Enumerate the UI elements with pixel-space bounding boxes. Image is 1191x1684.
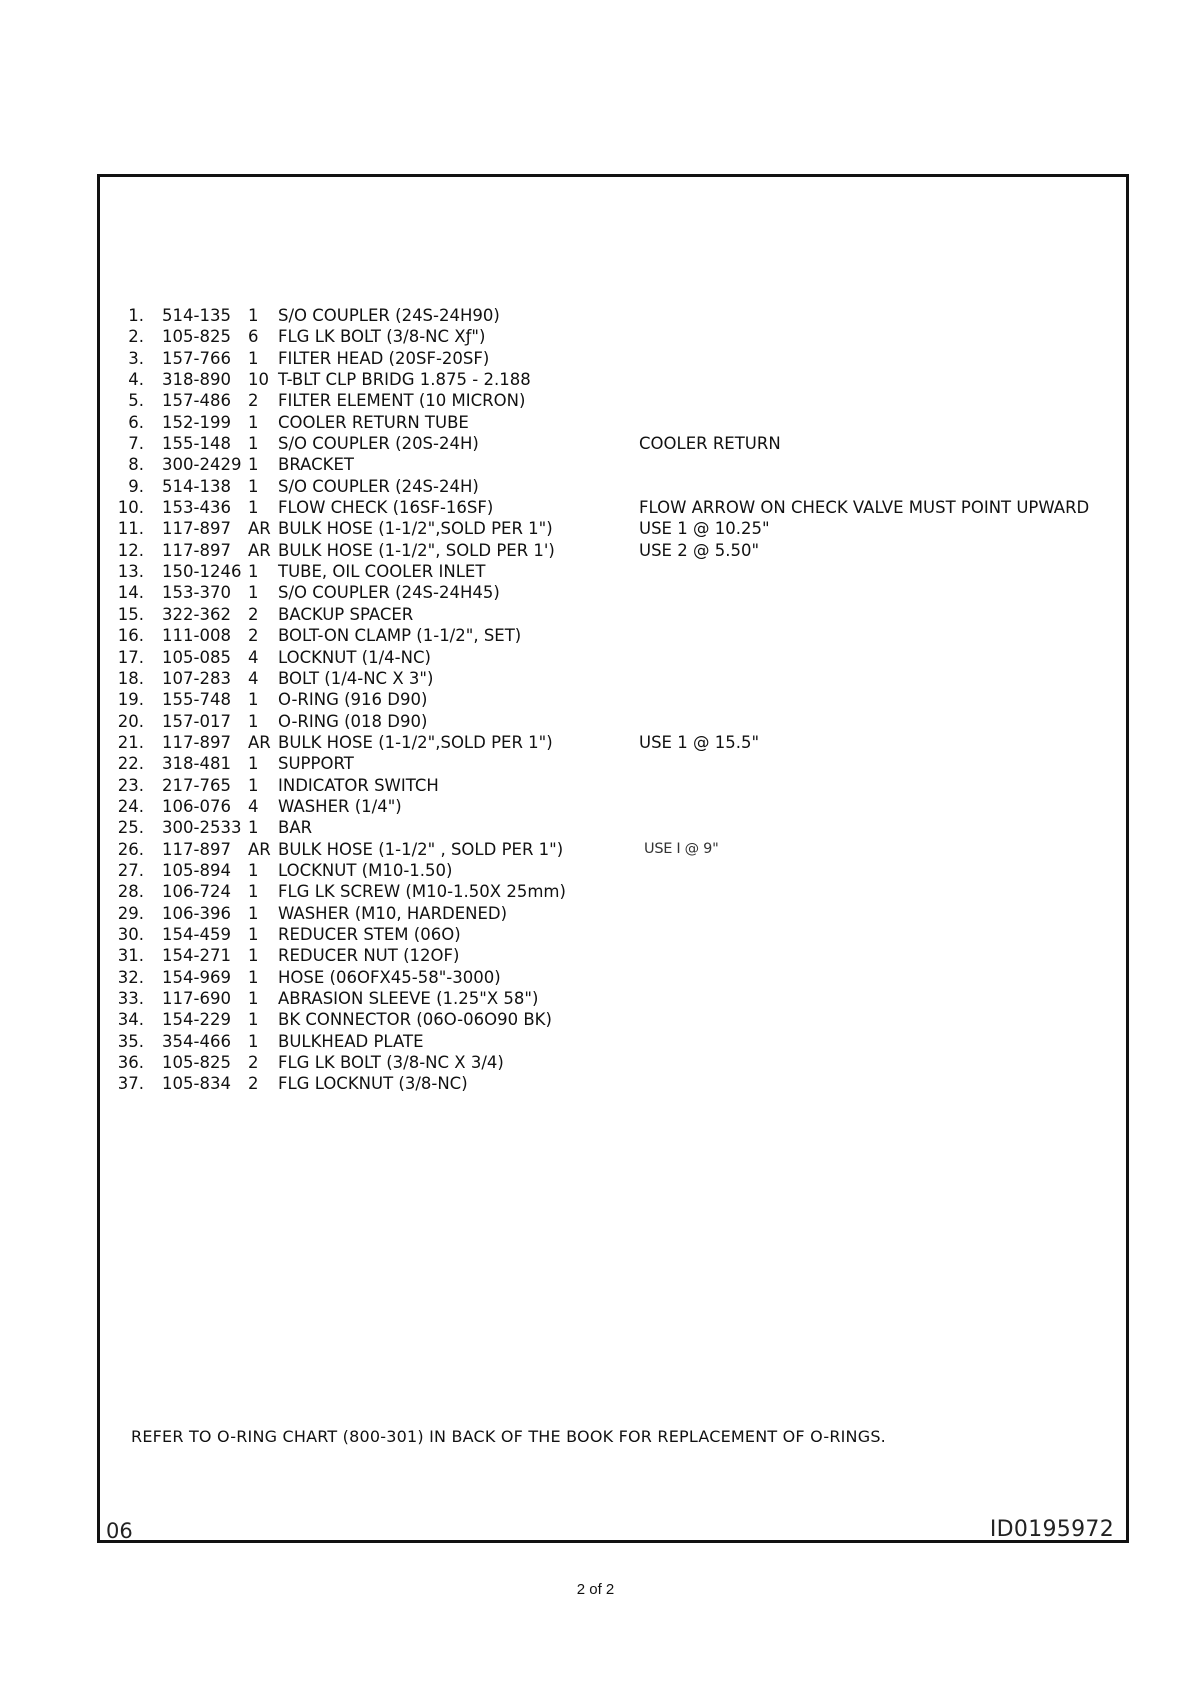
description: T-BLT CLP BRIDG 1.875 - 2.188	[278, 370, 531, 390]
item-number: 28.	[117, 882, 144, 902]
part-number: 117-690	[162, 989, 231, 1008]
item-number: 27.	[117, 860, 144, 880]
quantity: 4	[248, 668, 259, 688]
note: USE 1 @ 15.5"	[639, 732, 760, 752]
page-number: 2 of 2	[576, 1581, 615, 1598]
quantity: 2	[248, 604, 259, 624]
part-number: 117-897	[162, 519, 231, 539]
quantity: 1	[248, 967, 259, 987]
item-number: 18.	[117, 668, 144, 688]
item-number: 12.	[117, 540, 144, 560]
quantity: 4	[248, 647, 259, 667]
description: WASHER (1/4")	[278, 796, 402, 816]
part-number: 153-370	[162, 583, 231, 603]
description: O-RING (916 D90)	[278, 690, 428, 710]
part-number: 318-481	[162, 754, 231, 774]
item-number: 37.	[117, 1074, 144, 1094]
description: BK CONNECTOR (06O-06O90 BK)	[278, 1010, 552, 1030]
description: BULK HOSE (1-1/2" , SOLD PER 1")	[278, 839, 564, 859]
part-number: 106-724	[162, 882, 231, 902]
footnote: REFER TO O-RING CHART (800-301) IN BACK OF THE BOOK FOR REPLACEMENT OF O-RINGS.	[131, 1427, 886, 1446]
description: BACKUP SPACER	[278, 604, 414, 624]
description: BOLT (1/4-NC X 3")	[278, 668, 434, 688]
part-number: 105-825	[162, 327, 231, 347]
item-number: 20.	[117, 711, 144, 731]
quantity: 1	[248, 989, 259, 1008]
description: BOLT-ON CLAMP (1-1/2", SET)	[278, 626, 522, 646]
description: FLG LK BOLT (3/8-NC X 3/4)	[278, 1053, 504, 1073]
description: FLG LK SCREW (M10-1.50X 25mm)	[278, 882, 566, 902]
quantity: AR	[248, 519, 271, 539]
item-number: 35.	[117, 1031, 144, 1051]
part-number: 106-396	[162, 903, 231, 923]
item-number: 30.	[117, 924, 144, 944]
description: LOCKNUT (1/4-NC)	[278, 647, 431, 667]
item-number: 22.	[117, 754, 144, 774]
part-number: 514-138	[162, 476, 231, 496]
description: S/O COUPLER (24S-24H45)	[278, 583, 500, 603]
description: BULK HOSE (1-1/2",SOLD PER 1")	[278, 732, 553, 752]
part-number: 300-2429	[162, 455, 242, 475]
part-number: 300-2533	[162, 818, 242, 838]
quantity: 1	[248, 946, 259, 966]
quantity: 2	[248, 626, 259, 646]
part-number: 155-748	[162, 690, 231, 710]
description: O-RING (018 D90)	[278, 711, 428, 731]
quantity: 1	[248, 562, 259, 582]
quantity: AR	[248, 732, 271, 752]
quantity: 1	[248, 818, 259, 838]
item-number: 25.	[117, 818, 144, 838]
quantity: 1	[248, 924, 259, 944]
description: INDICATOR SWITCH	[278, 775, 439, 795]
quantity: AR	[248, 839, 271, 859]
item-number: 10.	[117, 498, 144, 518]
description: COOLER RETURN TUBE	[278, 412, 469, 432]
item-number: 5.	[128, 391, 144, 411]
note: COOLER RETURN	[639, 434, 781, 454]
part-number: 105-834	[162, 1074, 231, 1094]
part-number: 117-897	[162, 839, 231, 859]
description: BAR	[278, 818, 313, 838]
part-number: 154-229	[162, 1010, 231, 1030]
quantity: 2	[248, 1074, 259, 1094]
description: SUPPORT	[278, 754, 354, 774]
part-number: 105-085	[162, 647, 231, 667]
item-number: 6.	[128, 412, 144, 432]
quantity: 1	[248, 583, 259, 603]
note: USE 2 @ 5.50"	[639, 540, 760, 560]
part-number: 217-765	[162, 775, 231, 795]
quantity: 1	[248, 306, 259, 325]
part-number: 318-890	[162, 370, 231, 390]
description: LOCKNUT (M10-1.50)	[278, 860, 453, 880]
quantity: 1	[248, 754, 259, 774]
part-number: 153-436	[162, 498, 231, 518]
page-code: 06	[106, 1519, 133, 1543]
description: FLG LOCKNUT (3/8-NC)	[278, 1074, 468, 1094]
quantity: 1	[248, 882, 259, 902]
item-number: 4.	[128, 370, 144, 390]
description: REDUCER STEM (06O)	[278, 924, 461, 944]
quantity: 1	[248, 903, 259, 923]
part-number: 106-076	[162, 796, 231, 816]
item-number: 34.	[117, 1010, 144, 1030]
item-number: 17.	[117, 647, 144, 667]
item-number: 2.	[128, 327, 144, 347]
item-number: 3.	[128, 348, 144, 368]
quantity: AR	[248, 540, 271, 560]
description: FLOW CHECK (16SF-16SF)	[278, 498, 494, 518]
part-number: 117-897	[162, 732, 231, 752]
note: USE 1 @ 10.25"	[639, 519, 770, 539]
note: USE I @ 9"	[644, 840, 719, 857]
item-number: 8.	[128, 455, 144, 475]
part-number: 117-897	[162, 540, 231, 560]
item-number: 7.	[128, 434, 144, 454]
item-number: 14.	[117, 583, 144, 603]
description: BULK HOSE (1-1/2",SOLD PER 1")	[278, 519, 553, 539]
item-number: 1.	[128, 306, 144, 325]
quantity: 1	[248, 1010, 259, 1030]
quantity: 1	[248, 690, 259, 710]
part-number: 107-283	[162, 668, 231, 688]
description: HOSE (06OFX45-58"-3000)	[278, 967, 501, 987]
part-number: 157-017	[162, 711, 231, 731]
part-number: 322-362	[162, 604, 231, 624]
part-number: 154-459	[162, 924, 231, 944]
part-number: 105-894	[162, 860, 231, 880]
description: TUBE, OIL COOLER INLET	[278, 562, 486, 582]
item-number: 11.	[117, 519, 144, 539]
part-number: 154-271	[162, 946, 231, 966]
description: S/O COUPLER (20S-24H)	[278, 434, 479, 454]
item-number: 19.	[117, 690, 144, 710]
quantity: 1	[248, 711, 259, 731]
quantity: 6	[248, 327, 259, 347]
quantity: 1	[248, 775, 259, 795]
description: S/O COUPLER (24S-24H)	[278, 476, 479, 496]
item-number: 33.	[117, 989, 144, 1008]
item-number: 32.	[117, 967, 144, 987]
part-number: 150-1246	[162, 562, 242, 582]
part-number: 157-486	[162, 391, 231, 411]
quantity: 1	[248, 498, 259, 518]
part-number: 514-135	[162, 306, 231, 325]
item-number: 31.	[117, 946, 144, 966]
item-number: 29.	[117, 903, 144, 923]
item-number: 26.	[117, 839, 144, 859]
item-number: 16.	[117, 626, 144, 646]
part-number: 154-969	[162, 967, 231, 987]
description: REDUCER NUT (12OF)	[278, 946, 460, 966]
quantity: 1	[248, 860, 259, 880]
item-number: 36.	[117, 1053, 144, 1073]
description: FLG LK BOLT (3/8-NC Xƒ")	[278, 327, 486, 347]
quantity: 1	[248, 476, 259, 496]
description: WASHER (M10, HARDENED)	[278, 903, 508, 923]
part-number: 157-766	[162, 348, 231, 368]
quantity: 1	[248, 412, 259, 432]
item-number: 13.	[117, 562, 144, 582]
part-number: 152-199	[162, 412, 231, 432]
part-number: 155-148	[162, 434, 231, 454]
description: BULK HOSE (1-1/2", SOLD PER 1')	[278, 540, 555, 560]
description: BULKHEAD PLATE	[278, 1031, 424, 1051]
description: S/O COUPLER (24S-24H90)	[278, 306, 500, 325]
quantity: 1	[248, 434, 259, 454]
quantity: 4	[248, 796, 259, 816]
description: BRACKET	[278, 455, 354, 475]
quantity: 2	[248, 391, 259, 411]
part-number: 105-825	[162, 1053, 231, 1073]
part-number: 111-008	[162, 626, 231, 646]
description: FILTER HEAD (20SF-20SF)	[278, 348, 490, 368]
item-number: 23.	[117, 775, 144, 795]
item-number: 15.	[117, 604, 144, 624]
quantity: 1	[248, 348, 259, 368]
document-id: ID0195972	[989, 1517, 1114, 1542]
quantity: 2	[248, 1053, 259, 1073]
quantity: 1	[248, 455, 259, 475]
part-number: 354-466	[162, 1031, 231, 1051]
quantity: 10	[248, 370, 269, 390]
description: ABRASION SLEEVE (1.25"X 58")	[278, 989, 539, 1008]
item-number: 24.	[117, 796, 144, 816]
item-number: 21.	[117, 732, 144, 752]
quantity: 1	[248, 1031, 259, 1051]
description: FILTER ELEMENT (10 MICRON)	[278, 391, 526, 411]
note: FLOW ARROW ON CHECK VALVE MUST POINT UPWARD	[639, 498, 1090, 518]
item-number: 9.	[128, 476, 144, 496]
